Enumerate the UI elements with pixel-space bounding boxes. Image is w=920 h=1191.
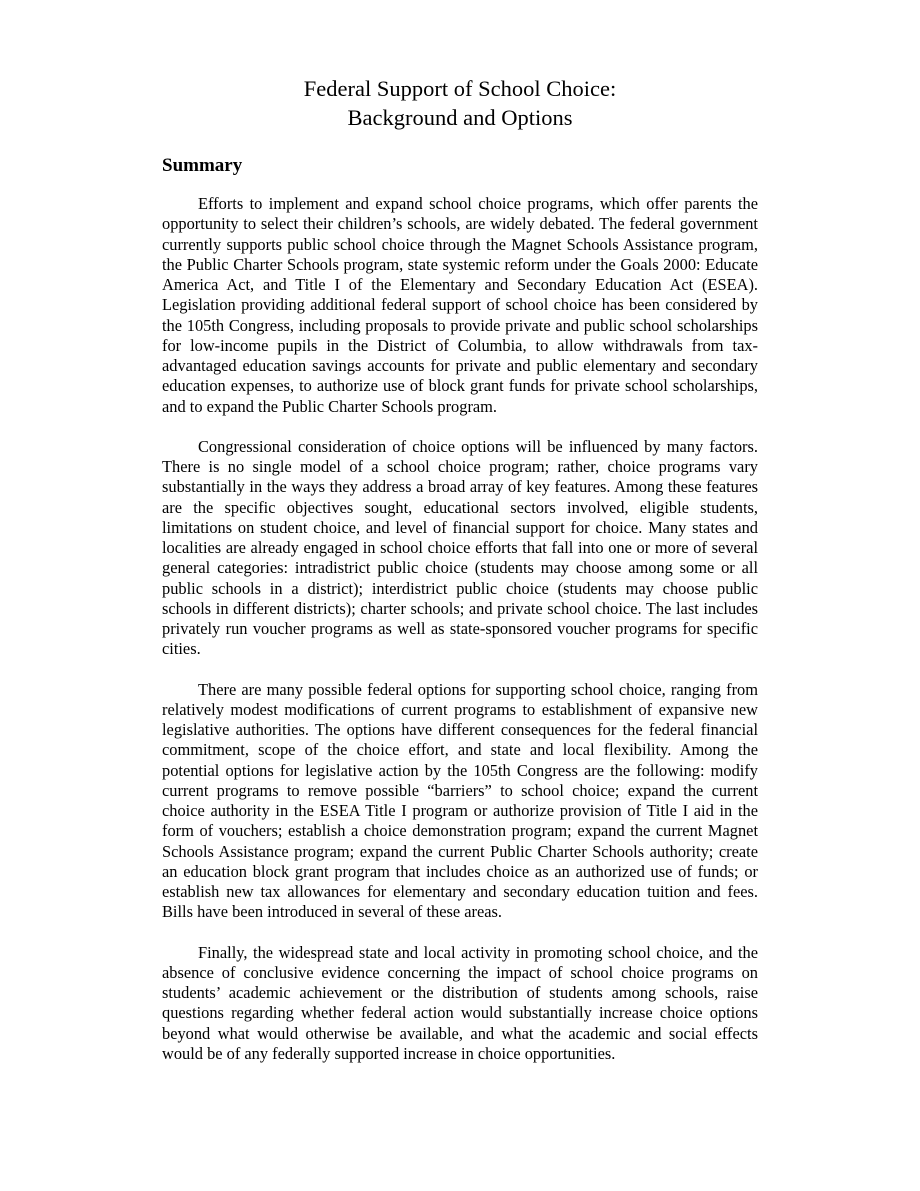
summary-paragraph-3: There are many possible federal options for supporting school choice, ranging from relatively modest modifications of current programs to establishment of expansive new legislative authorities. The options have different consequences for the federal financial commitment, scope of the choice effort, and state and local flexibility. Among the potential options for legislative action by the 105th Congress are the following: modify current programs to remove possible “barriers” to school choice; expand the current choice authority in the ESEA Title I program or authorize provision of Title I aid in the form of vouchers; establish a choice demonstration program; expand the current Magnet Schools Assistance program; expand the current Public Charter Schools authority; create an education block grant program that includes choice as an authorized use of funds; or establish new tax allowances for elementary and secondary education tuition and fees. Bills have been introduced in several of these areas. (162, 679, 758, 922)
document-title (162, 74, 758, 132)
title-line-2: Background and Options (347, 105, 573, 130)
title-line-1: Federal Support of School Choice: (303, 76, 617, 101)
summary-paragraph-1: Efforts to implement and expand school choice programs, which offer parents the opportunity to select their children’s schools, are widely debated. The federal government currently supports public school choice through the Magnet Schools Assistance program, the Public Charter Schools program, state systemic reform under the Goals 2000: Educate America Act, and Title I of the Elementary and Secondary Education Act (ESEA). Legislation providing additional federal support of school choice has been considered by the 105th Congress, including proposals to provide private and public school scholarships for low-income pupils in the District of Columbia, to allow withdrawals from tax-advantaged education savings accounts for private and public elementary and secondary education expenses, to authorize use of block grant funds for private school scholarships, and to expand the Public Charter Schools program. (162, 194, 758, 416)
summary-paragraph-2: Congressional consideration of choice options will be influenced by many factors. There is no single model of a school choice program; rather, choice programs vary substantially in the ways they address a broad array of key features. Among these features are the specific objectives sought, educational sectors involved, eligible students, limitations on student choice, and level of financial support for choice. Many states and localities are already engaged in school choice efforts that fall into one or more of several general categories: intradistrict public choice (students may choose among some or all public schools in a district); interdistrict public choice (students may choose public schools in different districts); charter schools; and private school choice. The last includes privately run voucher programs as well as state-sponsored voucher programs for specific cities. (162, 436, 758, 659)
section-heading-summary: Summary (162, 155, 243, 176)
summary-paragraph-4: Finally, the widespread state and local activity in promoting school choice, and the absence of conclusive evidence concerning the impact of school choice programs on students’ academic achievement or the distribution of students among schools, raise questions regarding whether federal action would substantially increase choice options beyond what would otherwise be available, and what the academic and social effects would be of any federally supported increase in choice opportunities. (162, 942, 758, 1063)
document-page (162, 74, 758, 1064)
